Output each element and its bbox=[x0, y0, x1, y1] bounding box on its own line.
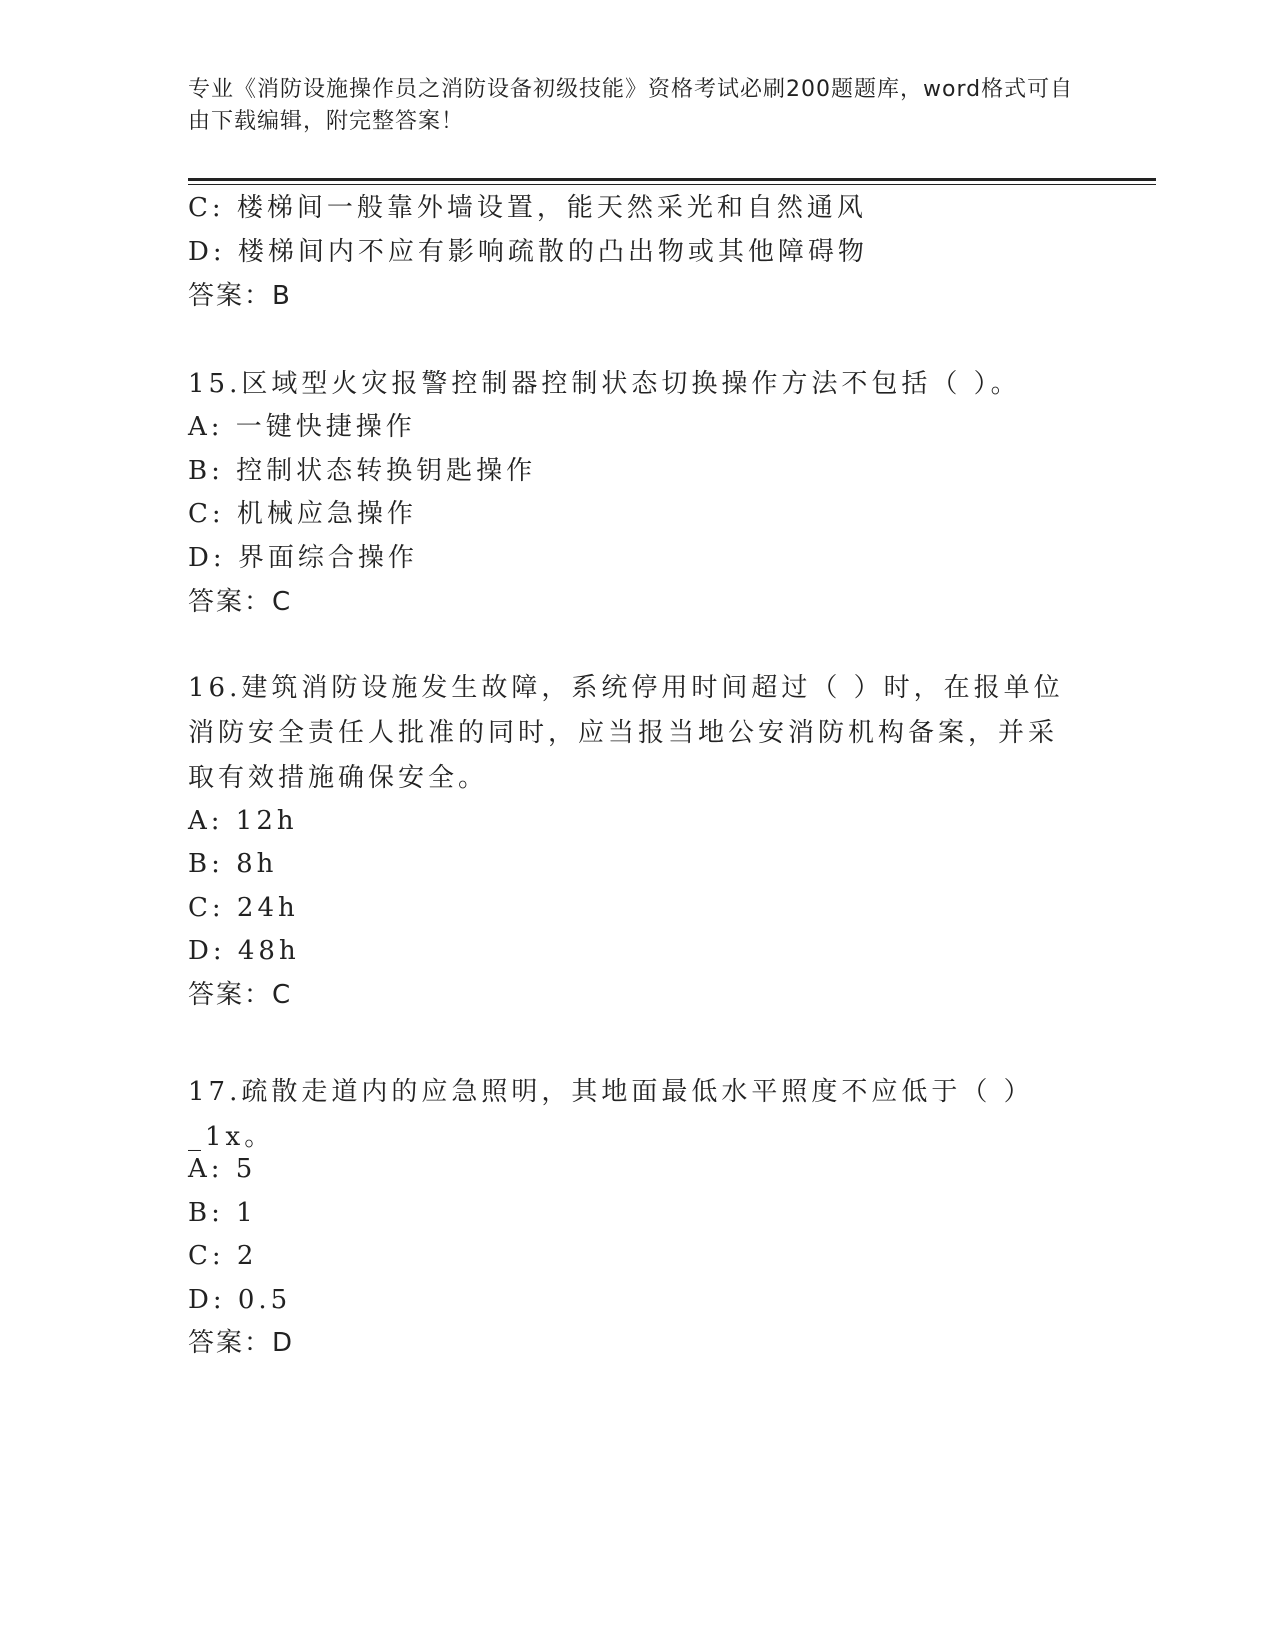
q15-answer: 答案：C bbox=[188, 587, 293, 617]
q16-option-c: C: 24h bbox=[188, 893, 299, 923]
q16-option-b: B: 8h bbox=[188, 849, 278, 879]
q15-option-b: B: 控制状态转换钥匙操作 bbox=[188, 456, 537, 486]
q16-question: 16.建筑消防设施发生故障，系统停用时间超过（ ）时，在报单位消防安全责任人批准的同时，应当报当地公安消防机构备案，并采取有效措施确保安全。 bbox=[188, 673, 1064, 793]
document-header: 专业《消防设施操作员之消防设备初级技能》资格考试必刷200题题库，word格式可自由下载编辑，附完整答案！ bbox=[188, 77, 1074, 134]
q16-answer: 答案：C bbox=[188, 980, 293, 1010]
q15-option-a: A: 一键快捷操作 bbox=[188, 412, 416, 442]
q15-option-d: D: 界面综合操作 bbox=[188, 543, 418, 573]
q14-answer: 答案：B bbox=[188, 281, 292, 311]
q14-option-c: C: 楼梯间一般靠外墙设置，能天然采光和自然通风 bbox=[188, 193, 867, 223]
q14-option-d: D: 楼梯间内不应有影响疏散的凸出物或其他障碍物 bbox=[188, 237, 868, 267]
q15-question: 15.区域型火灾报警控制器控制状态切换操作方法不包括（ ）。 bbox=[188, 369, 1021, 399]
q17-question: 17.疏散走道内的应急照明，其地面最低水平照度不应低于（ ）_1x。 bbox=[188, 1077, 1034, 1152]
q15-option-c: C: 机械应急操作 bbox=[188, 499, 417, 529]
header-divider-thin bbox=[188, 184, 1156, 185]
q17-answer: 答案：D bbox=[188, 1328, 295, 1358]
q17-option-c: C: 2 bbox=[188, 1241, 258, 1271]
header-divider-thick bbox=[188, 178, 1156, 181]
q17-option-b: B: 1 bbox=[188, 1198, 257, 1228]
q17-option-d: D: 0.5 bbox=[188, 1285, 292, 1315]
q16-option-d: D: 48h bbox=[188, 936, 300, 966]
q16-option-a: A: 12h bbox=[188, 806, 298, 836]
q17-option-a: A: 5 bbox=[188, 1154, 257, 1184]
